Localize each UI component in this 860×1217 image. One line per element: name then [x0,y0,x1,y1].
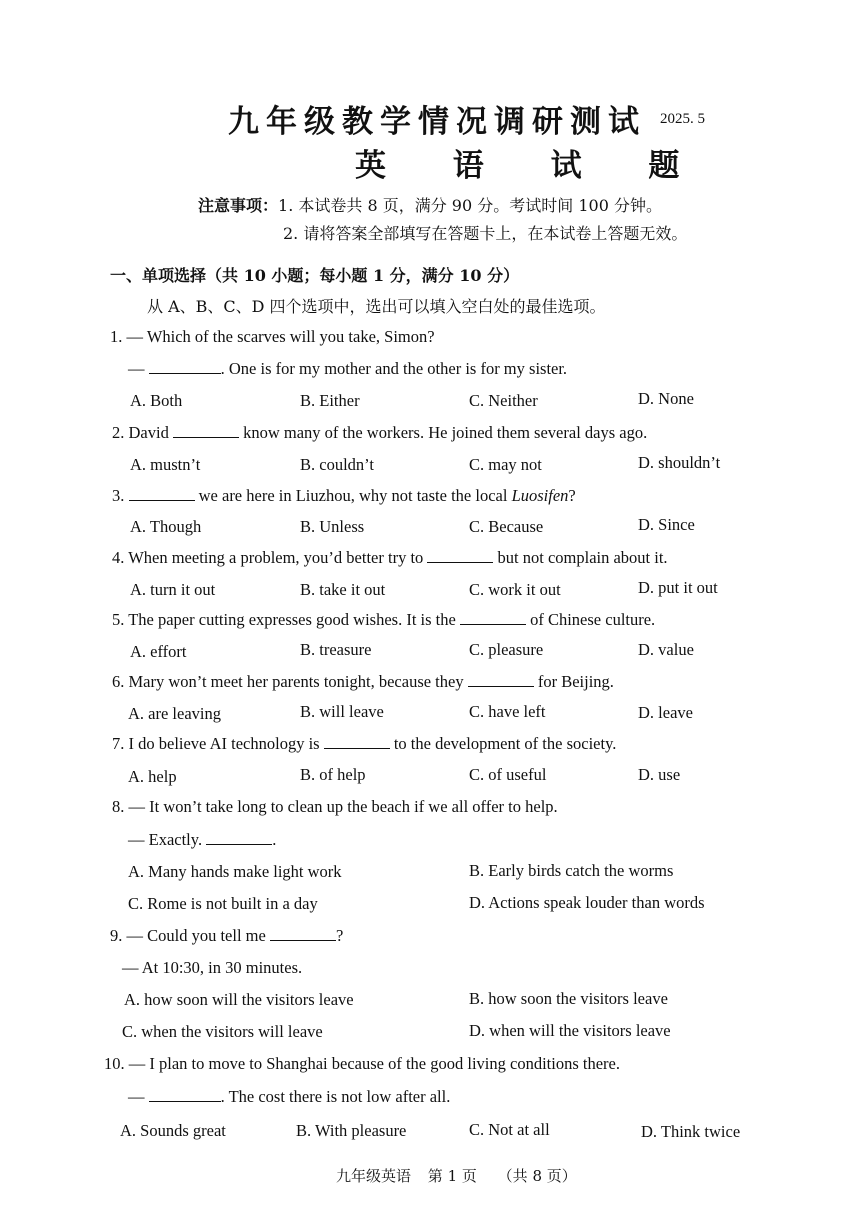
option-c: C. may not [469,455,542,474]
option-a: A. Both [130,391,183,410]
option-c: C. work it out [469,580,561,599]
option-d: D. shouldn’t [638,453,721,472]
option-d: D. use [638,765,681,784]
option-a: A. effort [130,642,187,661]
option-d: D. when will the visitors leave [469,1021,671,1040]
notice-text-2: 2. 请将答案全部填写在答题卡上，在本试卷上答题无效。 [283,224,688,243]
answer-blank [468,672,534,687]
question-1-stem: 1. — Which of the scarves will you take, Simon? [110,327,435,346]
option-c: C. of useful [469,765,547,784]
option-c: C. Neither [469,391,538,410]
section-heading: 一、单项选择（共 10 小题；每小题 1 分，满分 10 分） [110,266,520,285]
option-a: A. how soon will the visitors leave [124,990,354,1009]
option-d: D. put it out [638,578,718,597]
question-4-stem: 4. When meeting a problem, you’d better try to but not complain about it. [112,548,668,567]
option-b: B. treasure [300,640,372,659]
question-8-stem: 8. — It won’t take long to clean up the beach if we all offer to help. [112,797,558,816]
option-c: C. when the visitors will leave [122,1022,323,1041]
question-1-line-2: — . One is for my mother and the other is for my sister. [128,359,568,378]
answer-blank [427,548,493,563]
page-title: 九年级教学情况调研测试 [228,104,646,140]
option-d: D. Actions speak louder than words [469,893,705,912]
option-d: D. leave [638,703,693,722]
exam-date: 2025. 5 [660,111,705,127]
question-6-stem: 6. Mary won’t meet her parents tonight, because they for Beijing. [112,672,614,691]
answer-blank [270,926,336,941]
option-d: D. Since [638,515,695,534]
footer-page-total: （共 8 页） [497,1167,577,1185]
answer-blank [460,610,526,625]
option-a: A. mustn’t [130,455,201,474]
page-footer [336,1165,577,1186]
option-b: B. how soon the visitors leave [469,989,668,1008]
question-9-stem: 9. — Could you tell me ? [110,926,344,945]
option-b: B. of help [300,765,366,784]
option-a: A. Sounds great [120,1121,226,1140]
option-b: B. take it out [300,580,386,599]
option-d: D. value [638,640,694,659]
option-a: A. Many hands make light work [128,862,342,881]
section-instruction: 从 A、B、C、D 四个选项中，选出可以填入空白处的最佳选项。 [147,297,606,316]
option-b: B. will leave [300,702,384,721]
answer-blank [173,423,239,438]
question-10-stem: 10. — I plan to move to Shanghai because of the good living conditions there. [104,1054,620,1073]
answer-blank [129,486,195,501]
question-9-line-2: — At 10:30, in 30 minutes. [122,958,303,977]
option-a: A. help [128,767,177,786]
question-10-line-2: — . The cost there is not low after all. [128,1087,451,1106]
option-b: B. Either [300,391,360,410]
question-8-line-2: — Exactly. . [128,830,277,849]
notice-text-1: 1. 本试卷共 8 页，满分 90 分。考试时间 100 分钟。 [278,196,662,215]
option-a: A. Though [130,517,202,536]
answer-blank [324,734,390,749]
notice-line-1 [198,193,662,216]
question-5-stem: 5. The paper cutting expresses good wishes. It is the of Chinese culture. [112,610,656,629]
option-c: C. Not at all [469,1120,550,1139]
footer-page-number: 第 1 页 [427,1167,477,1185]
answer-blank [206,830,272,845]
question-3-stem: 3. we are here in Liuzhou, why not taste the local Luosifen? [112,486,576,505]
option-b: B. With pleasure [296,1121,407,1140]
page-subtitle: 英 语 试 题 [355,148,708,184]
option-d: D. Think twice [641,1122,741,1141]
question-2-stem: 2. David know many of the workers. He joined them several days ago. [112,423,648,442]
option-d: D. None [638,389,694,408]
option-b: B. couldn’t [300,455,374,474]
option-a: A. are leaving [128,704,221,723]
notice-label: 注意事项： [198,196,279,215]
footer-course: 九年级英语 [336,1167,412,1185]
option-b: B. Unless [300,517,365,536]
answer-blank [149,1087,221,1102]
option-c: C. have left [469,702,546,721]
answer-blank [149,359,221,374]
option-b: B. Early birds catch the worms [469,861,674,880]
option-c: C. Rome is not built in a day [128,894,318,913]
option-a: A. turn it out [130,580,216,599]
question-7-stem: 7. I do believe AI technology is to the development of the society. [112,734,617,753]
option-c: C. Because [469,517,544,536]
option-c: C. pleasure [469,640,544,659]
